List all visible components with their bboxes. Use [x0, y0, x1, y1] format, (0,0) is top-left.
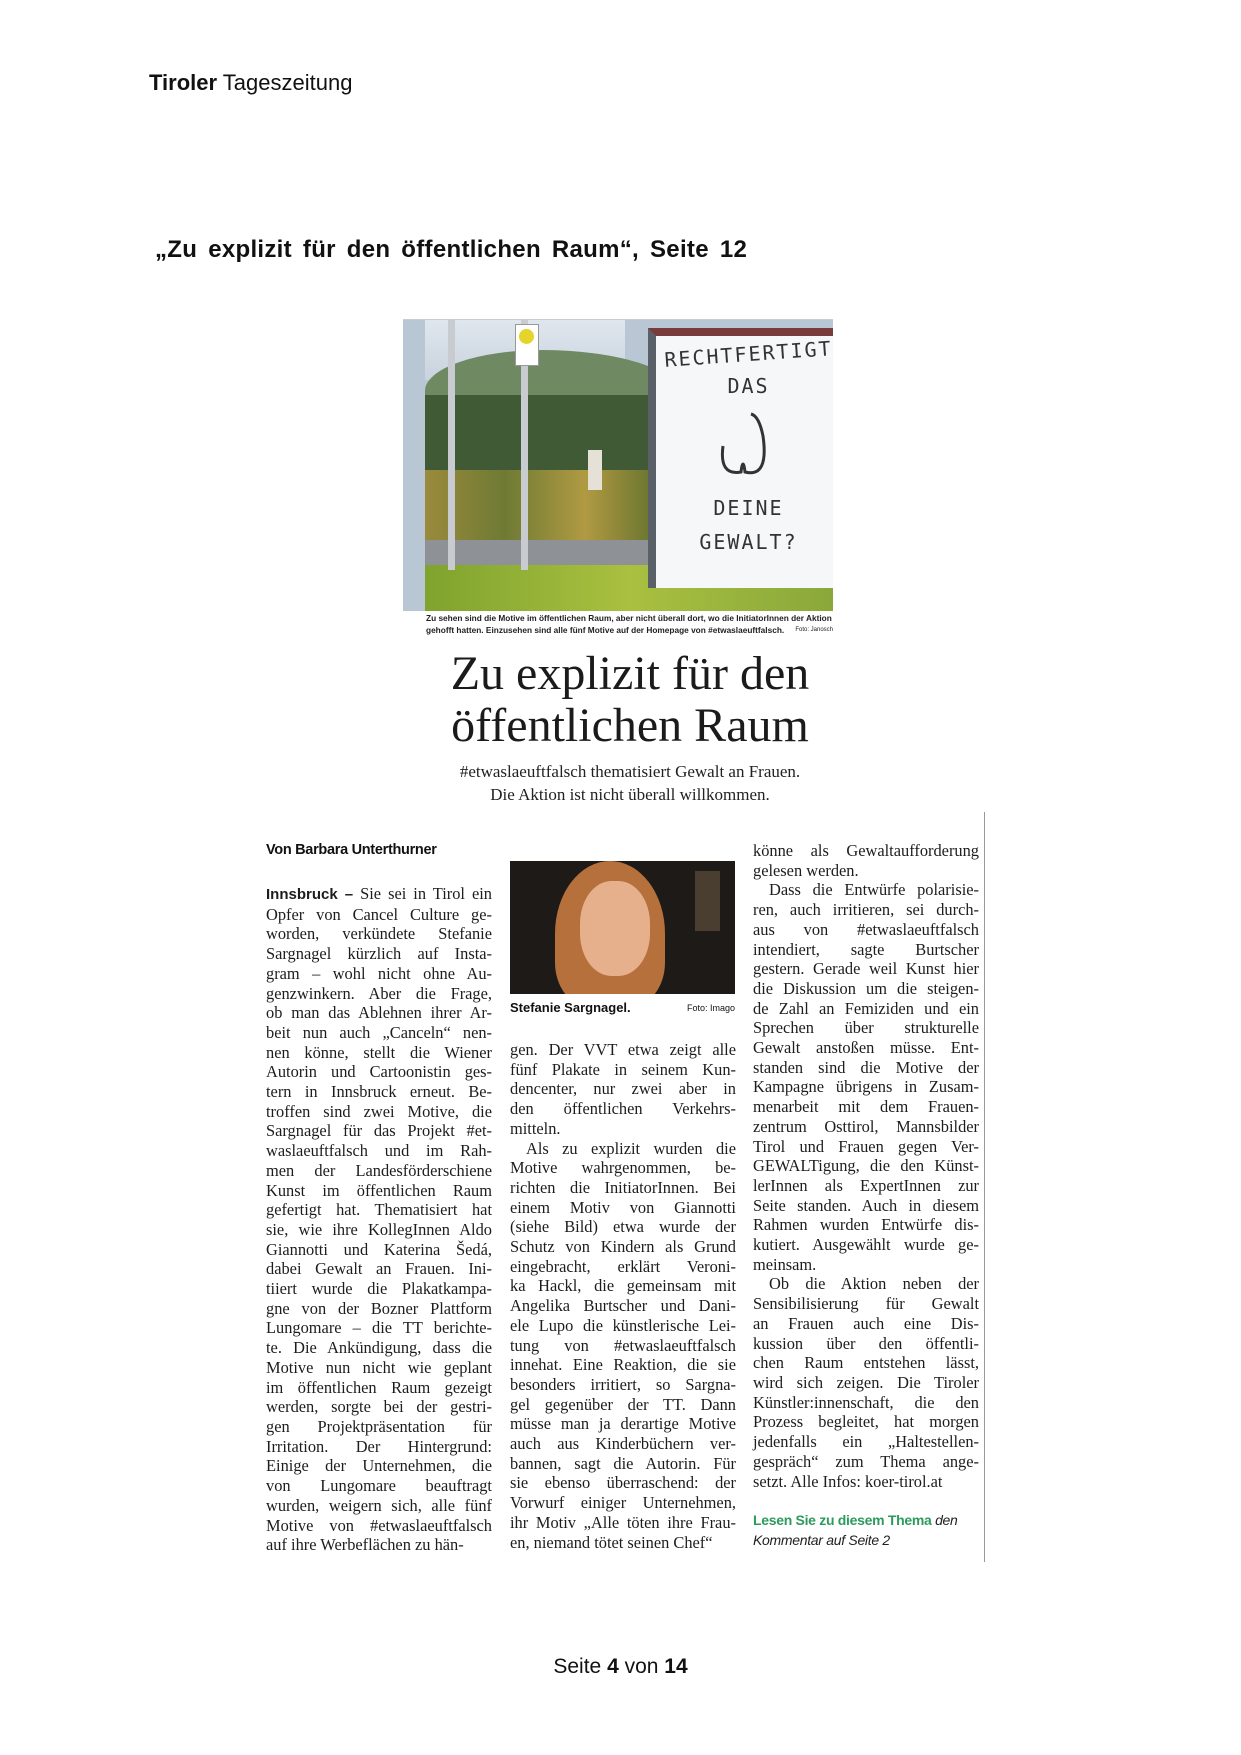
- text-line: Irritation. Der Hintergrund:: [266, 1436, 492, 1456]
- text-line: ob man das Ablehnen ihrer Ar-: [266, 1003, 492, 1023]
- text-line: einem Motiv von Giannotti: [510, 1197, 736, 1217]
- text-line: gestern. Gerade weil Kunst hier: [753, 959, 979, 979]
- billboard-line: DEINE: [713, 496, 784, 520]
- text-line: en, niemand tötet seinen Chef“: [510, 1532, 713, 1552]
- billboard: [648, 328, 833, 588]
- text-line: im öffentlichen Raum gezeigt: [266, 1377, 492, 1397]
- article-column-2: [510, 1040, 736, 1552]
- text-line: nen könne, stellt die Wiener: [266, 1042, 492, 1062]
- text-line: aus von #etwaslaeuftfalsch: [753, 919, 979, 939]
- text-line: gespräch“ zum Thema ange-: [753, 1451, 979, 1471]
- text-line: ihr Motiv „Alle töten ihre Frau-: [510, 1512, 736, 1532]
- text-line: kussion über den öffentli-: [753, 1333, 979, 1353]
- text-line: chen Raum entstehen lässt,: [753, 1353, 979, 1373]
- text-line: menarbeit mit dem Frauen-: [753, 1097, 979, 1117]
- text-line: worden, verkündete Stefanie: [266, 924, 492, 944]
- text-line: [266, 884, 492, 905]
- text-line: beit nun auch „Canceln“ nen-: [266, 1022, 492, 1042]
- text-line: gel gegenüber der TT. Dann: [510, 1394, 736, 1414]
- footer-middle: von: [624, 1655, 659, 1678]
- text-line: Sargnagel kürzlich auf Insta-: [266, 944, 492, 964]
- text-line: genzwinkern. Aber die Frage,: [266, 983, 492, 1003]
- text-line: dabei Gewalt an Frauen. Ini-: [266, 1259, 492, 1279]
- text-line: Seite standen. Auch in diesem: [753, 1195, 979, 1215]
- text-segment: Sie sei in Tirol ein: [360, 884, 492, 903]
- portrait-caption-text: Stefanie Sargnagel.: [510, 1000, 631, 1015]
- read-more-italic: den: [935, 1512, 958, 1528]
- text-line: gefertigt hat. Thematisiert hat: [266, 1200, 492, 1220]
- text-line: auf ihre Werbeflächen zu hän-: [266, 1535, 464, 1555]
- bus-stop-sign: [515, 324, 539, 366]
- text-line: intendiert, sagte Burtscher: [753, 939, 979, 959]
- read-more-note: [753, 1510, 979, 1550]
- text-line: Motive wahrgenommen, be-: [510, 1158, 736, 1178]
- reference-title: „Zu explizit für den öffentlichen Raum“, Seite 12: [155, 236, 748, 263]
- byline: Von Barbara Unterthurner: [266, 842, 437, 858]
- text-line: von Lungomare beauftragt: [266, 1476, 492, 1496]
- page-number: [0, 1655, 1241, 1679]
- text-line: Kunst im öffentlichen Raum: [266, 1180, 492, 1200]
- text-line: eingebracht, erklärt Veroni-: [510, 1256, 736, 1276]
- text-line: Gewalt anstoßen müsse. Ent-: [753, 1038, 979, 1058]
- portrait-credit: Foto: Imago: [686, 1003, 735, 1013]
- text-line: kutiert. Ausgewählt wurde ge-: [753, 1235, 979, 1255]
- article-column-1: [266, 884, 492, 1555]
- text-line: Schutz von Kindern als Grund: [510, 1237, 736, 1257]
- dateline: Innsbruck –: [266, 886, 354, 903]
- text-line: an Frauen auch eine Dis-: [753, 1313, 979, 1333]
- text-line: Motive nun nicht wie geplant: [266, 1357, 492, 1377]
- headline-line: öffentlichen Raum: [451, 699, 809, 752]
- text-line: Giannotti und Katerina Šedá,: [266, 1239, 492, 1259]
- article-column-3: [753, 841, 979, 1491]
- text-line: te. Die Ankündigung, dass die: [266, 1338, 492, 1358]
- brand-bold: Tiroler: [149, 70, 218, 95]
- text-line: lerInnen als ExpertInnen zur: [753, 1175, 979, 1195]
- text-line: waslaeuftfalsch und im Rah-: [266, 1141, 492, 1161]
- subtitle-line: #etwaslaeuftfalsch thematisiert Gewalt an Frauen.: [459, 762, 801, 781]
- text-line: troffen sind zwei Motive, die: [266, 1101, 492, 1121]
- text-line: auch aus Kinderbüchern ver-: [510, 1434, 736, 1454]
- text-line: de Zahl an Femiziden und ein: [753, 998, 979, 1018]
- text-line: Tirol und Frauen gegen Ver-: [753, 1136, 979, 1156]
- text-line: Kampagne übrigens in Zusam-: [753, 1077, 979, 1097]
- footer-prefix: Seite: [553, 1655, 602, 1678]
- article-headline: [380, 648, 880, 752]
- footer-total: 14: [664, 1655, 688, 1678]
- text-line: sie ebenso überraschend: der: [510, 1473, 736, 1493]
- text-line: wird sich zeigen. Die Tiroler: [753, 1372, 979, 1392]
- text-line: könne als Gewaltaufforderung: [753, 841, 979, 860]
- text-line: fünf Plakate in seinem Kun-: [510, 1059, 736, 1079]
- text-line: Opfer von Cancel Culture ge-: [266, 904, 492, 924]
- text-line: ren, auch irritieren, sei durch-: [753, 900, 979, 920]
- church-tower: [588, 450, 602, 490]
- text-line: Prozess begleitet, hat morgen: [753, 1412, 979, 1432]
- text-line: besonders irritiert, so Sargna-: [510, 1374, 736, 1394]
- column-divider: [984, 812, 985, 1562]
- drawing: [711, 406, 781, 486]
- text-line: müsse man ja derartige Motive: [510, 1414, 736, 1434]
- text-line: (siehe Bild) etwa wurde der: [510, 1217, 736, 1237]
- text-line: Sprechen über strukturelle: [753, 1018, 979, 1038]
- article-photo: [403, 319, 833, 611]
- text-line: men der Landesförderschiene: [266, 1160, 492, 1180]
- text-line: Künstler:innenschaft, die den: [753, 1392, 979, 1412]
- read-more-green: Lesen Sie zu diesem Thema: [753, 1512, 932, 1528]
- text-line: zentrum Osttirol, Mannsbilder: [753, 1116, 979, 1136]
- read-more-italic: Kommentar auf Seite 2: [753, 1532, 890, 1548]
- text-line: Autorin und Cartoonistin ges-: [266, 1062, 492, 1082]
- text-line: Dass die Entwürfe polarisie-: [769, 880, 979, 900]
- brand-regular: Tageszeitung: [222, 70, 353, 95]
- text-line: Vorwurf einiger Unternehmen,: [510, 1493, 736, 1513]
- text-line: ele Lupo die künstlerische Lei-: [510, 1315, 736, 1335]
- text-line: GEWALTigung, die den Künst-: [753, 1156, 979, 1176]
- text-line: gram – wohl nicht ohne Au-: [266, 963, 492, 983]
- text-line: gne von der Bozner Plattform: [266, 1298, 492, 1318]
- photo-caption: [426, 612, 833, 636]
- text-line: innehat. Eine Reaktion, die sie: [510, 1355, 736, 1375]
- text-line: meinsam.: [753, 1254, 817, 1274]
- text-line: Ob die Aktion neben der: [769, 1274, 979, 1294]
- portrait-caption: [510, 1000, 735, 1015]
- text-line: Angelika Burtscher und Dani-: [510, 1296, 736, 1316]
- text-line: sie, wie ihre KollegInnen Aldo: [266, 1219, 492, 1239]
- publication-brand: [149, 70, 352, 96]
- text-line: Als zu explizit wurden die: [526, 1138, 736, 1158]
- text-line: tung von #etwaslaeuftfalsch: [510, 1335, 736, 1355]
- text-line: werden, sorgte bei der gestri-: [266, 1397, 492, 1417]
- article-subtitle: [380, 760, 880, 806]
- text-line: tern in Innsbruck erneut. Be-: [266, 1082, 492, 1102]
- text-line: richten die InitiatorInnen. Bei: [510, 1177, 736, 1197]
- text-line: gelesen werden.: [753, 860, 859, 880]
- text-line: die Diskussion um die steigen-: [753, 978, 979, 998]
- headline-line: Zu explizit für den: [450, 647, 810, 700]
- text-line: gen Projektpräsentation für: [266, 1416, 492, 1436]
- text-line: tiiert wurde die Plakatkampa-: [266, 1279, 492, 1299]
- text-line: Rahmen wurden Entwürfe dis-: [753, 1215, 979, 1235]
- photo-credit: Foto: Janosch: [795, 627, 833, 633]
- text-line: Sensibilisierung für Gewalt: [753, 1294, 979, 1314]
- text-line: setzt. Alle Infos: koer-tirol.at: [753, 1471, 943, 1491]
- text-line: dencenter, nur zwei aber in: [510, 1079, 736, 1099]
- text-line: den öffentlichen Verkehrs-: [510, 1099, 736, 1119]
- text-line: Sargnagel für das Projekt #et-: [266, 1121, 492, 1141]
- text-line: standen sind die Motive der: [753, 1057, 979, 1077]
- text-line: gen. Der VVT etwa zeigt alle: [510, 1040, 736, 1059]
- caption-text: Zu sehen sind die Motive im öffentlichen Raum, aber nicht überall dort, wo die InitiatorInnen der Aktion gehofft hatten. Einzusehen sind alle fünf Motive auf der Homepage von #etwaslaeuftfalsch.: [426, 613, 832, 635]
- billboard-line: RECHTFERTIGT: [663, 336, 833, 372]
- billboard-line: DAS: [727, 374, 770, 398]
- text-line: Motive von #etwaslaeuftfalsch: [266, 1515, 492, 1535]
- text-line: bannen, sagt die Autorin. Für: [510, 1453, 736, 1473]
- subtitle-line: Die Aktion ist nicht überall willkommen.: [490, 785, 770, 804]
- text-line: jedenfalls ein „Haltestellen-: [753, 1432, 979, 1452]
- portrait-photo: [510, 861, 735, 994]
- text-line: Lungomare – die TT berichte-: [266, 1318, 492, 1338]
- text-line: mitteln.: [510, 1118, 561, 1138]
- billboard-line: GEWALT?: [699, 530, 798, 554]
- footer-current: 4: [607, 1655, 619, 1678]
- text-line: wurden, weigern sich, alle fünf: [266, 1495, 492, 1515]
- text-line: ka Hackl, die gemeinsam mit: [510, 1276, 736, 1296]
- text-line: Einige der Unternehmen, die: [266, 1456, 492, 1476]
